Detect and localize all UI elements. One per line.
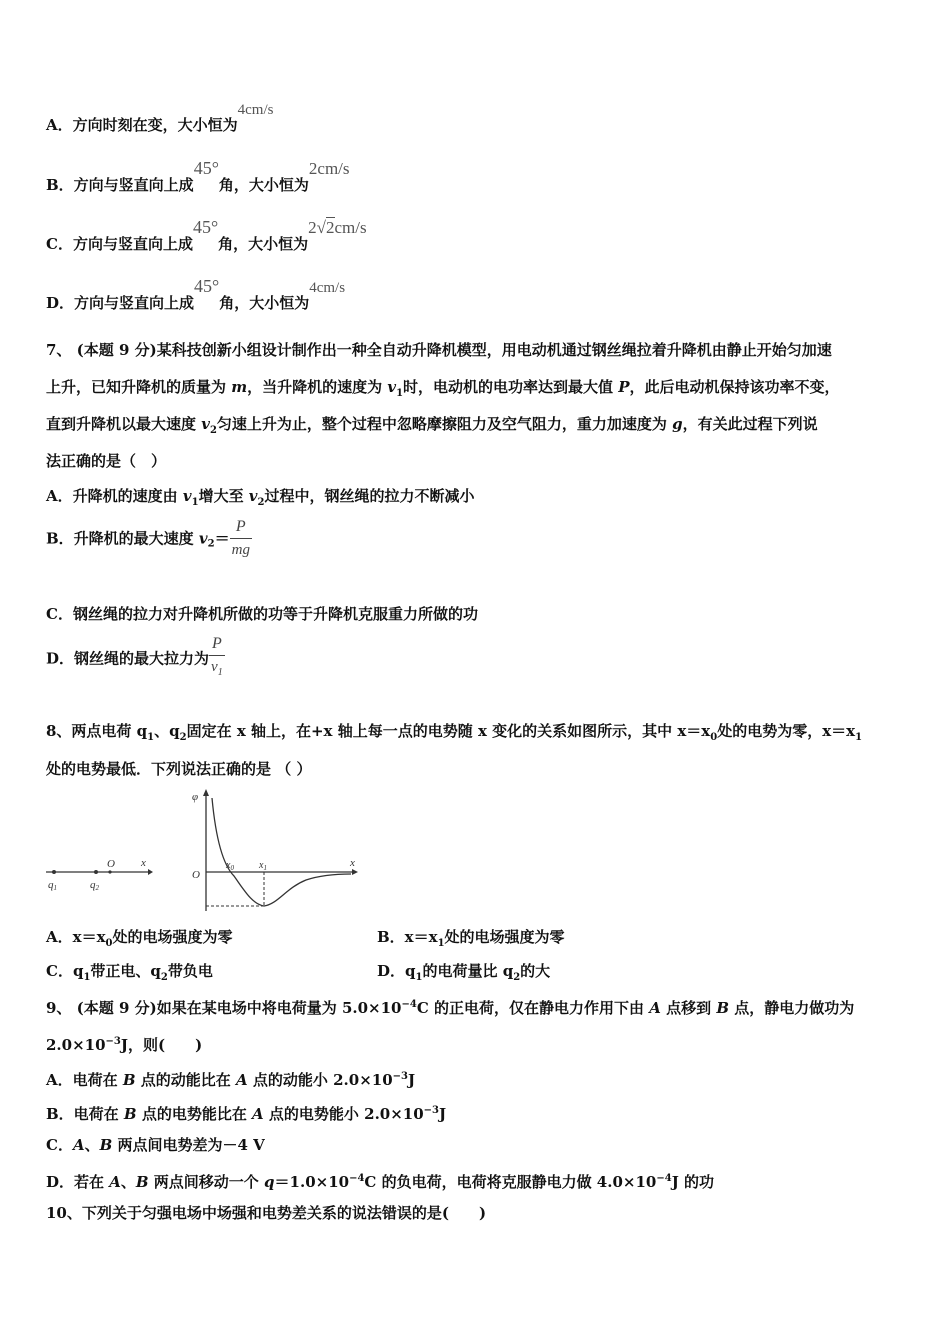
q2-point [94, 870, 98, 874]
q8-stem-line1: 8、两点电荷 $q_1$、$q_2$固定在 x 轴上，在+x 轴上每一点的电势随 x 变化的关系如图所示，其中 $x=x_0$处的电势为零，$x=x_1$ [46, 722, 863, 743]
phi-label: φ [192, 791, 199, 803]
q6-a-value: 4cm/s [237, 102, 274, 118]
q9-option-b: B．电荷在 B 点的电势能比在 A 点的电势能小 $2.0\times 10^{-3}J$ [46, 1105, 447, 1123]
q7-option-d: D．钢丝绳的最大拉力为 $\frac{P}{v_1}$ [46, 633, 225, 684]
graph-x-label: x [350, 857, 355, 869]
q8-option-b: B．$x=x_1$处的电场强度为零 [377, 928, 565, 949]
potential-graph-figure [186, 786, 361, 916]
q7-stem-line3: 直到升降机以最大速度 $v_2$匀速上升为止，整个过程中忽略摩擦阻力及空气阻力，重力加速度为 g，有关此过程下列说 [46, 415, 818, 436]
q8-option-a: A．$x=x_0$处的电场强度为零 [46, 928, 233, 949]
q9-option-a: A．电荷在 B 点的动能比在 A 点的动能小 $2.0\times 10^{-3}J$ [46, 1071, 416, 1089]
q2-label: q2 [90, 879, 99, 892]
q7-stem-line4: 法正确的是（ ） [46, 452, 167, 470]
q7-option-a: A．升降机的速度由 $v_1$增大至 $v_2$过程中，钢丝绳的拉力不断减小 [46, 487, 475, 508]
q7-option-c: C．钢丝绳的拉力对升降机所做的功等于升降机克服重力所做的功 [46, 605, 478, 623]
graph-origin-label: O [192, 869, 200, 881]
q7-stem-line1: 7、 (本题 9 分)某科技创新小组设计制作出一种全自动升降机模型，用电动机通过钢丝绳拉着升降机由静止开始匀加速 [46, 341, 832, 359]
q8-stem-line2: 处的电势最低．下列说法正确的是 （ ） [46, 760, 312, 778]
q6-option-d: D．方向与竖直向上成45°角，大小恒为4cm/s [46, 276, 346, 312]
charge-axis-figure [44, 852, 154, 897]
q7-d-fraction: $\frac{P}{v_1}$ [211, 635, 223, 678]
q1-label: q1 [48, 879, 57, 892]
q6-option-b: B．方向与竖直向上成45°角，大小恒为2cm/s [46, 158, 350, 194]
q9-stem-line1: 9、 (本题 9 分)如果在某电场中将电荷量为 $5.0\times 10^{-4}C$ 的正电荷，仅在静电力作用下由 A 点移到 B 点，静电力做功为 [46, 999, 855, 1017]
q7-option-b: B．升降机的最大速度 $v_2=$ $\frac{P}{mg}$ [46, 516, 252, 561]
q8-option-d: D．$q_1$的电荷量比 $q_2$的大 [377, 962, 551, 983]
q9-stem-line2: $2.0\times 10^{-3}J$，则( ) [46, 1036, 203, 1054]
q1-point [52, 870, 56, 874]
q7-stem-line2: 上升，已知升降机的质量为 m，当升降机的速度为 $v_1$时，电动机的电功率达到最大值 P，此后电动机保持该功率不变， [46, 378, 840, 399]
origin-point [108, 870, 111, 873]
q10-stem: 10、下列关于匀强电场中场强和电势差关系的说法错误的是( ) [46, 1204, 487, 1222]
potential-curve [212, 798, 351, 906]
q6-option-c: C．方向与竖直向上成45°角，大小恒为2√2cm/s [46, 217, 367, 253]
q9-option-c: C．A、B 两点间电势差为－4 V [46, 1136, 265, 1154]
axis-origin-label: O [107, 858, 115, 870]
q7-b-fraction: $\frac{P}{mg}$ [231, 518, 250, 558]
q6-option-a: A．方向时刻在变，大小恒为4cm/s [46, 102, 274, 134]
q8-option-c: C．$q_1$带正电、$q_2$带负电 [46, 962, 213, 983]
axis-x-label: x [141, 857, 146, 869]
x0-label: $x_0$ [226, 860, 234, 872]
q9-option-d: D．若在 A、B 两点间移动一个 $q=1.0\times 10^{-4}C$ 的负电荷，电荷将克服静电力做 $4.0\times 10^{-4}J$ 的功 [46, 1173, 715, 1191]
x1-label: $x_1$ [259, 860, 267, 872]
